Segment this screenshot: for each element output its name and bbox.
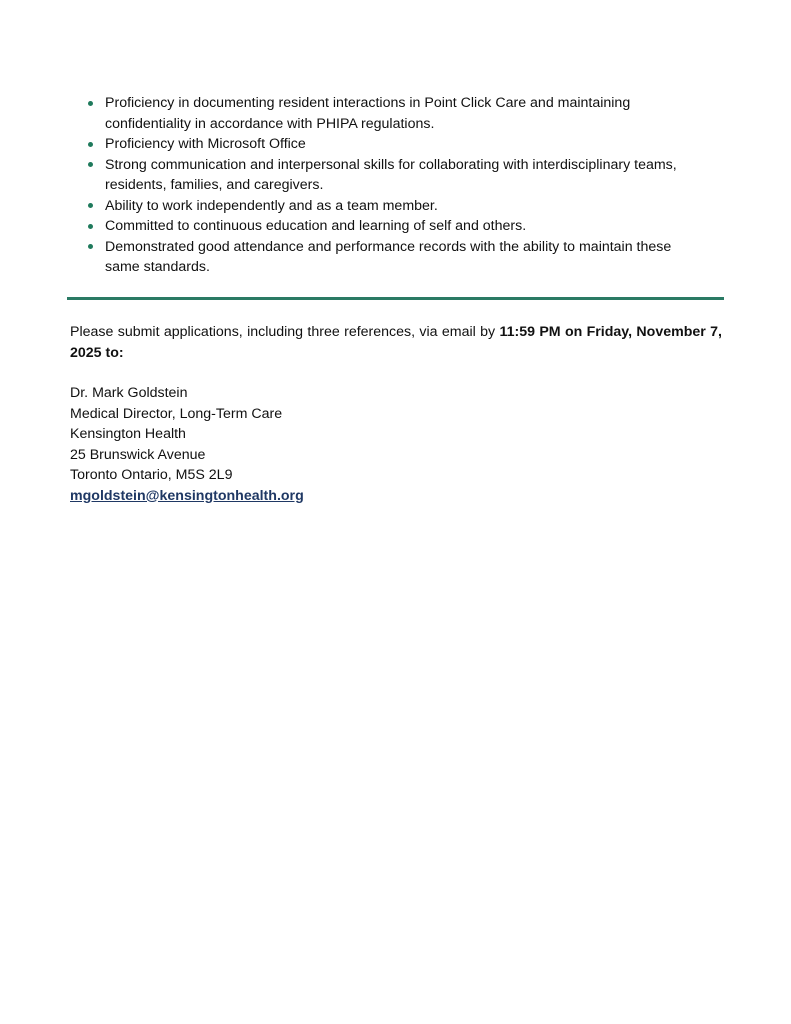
requirement-text: Strong communication and interpersonal skills for collaborating with interdisciplinary teams, residents, families, and caregivers. — [105, 156, 677, 193]
list-item — [88, 237, 708, 278]
section-divider — [67, 297, 724, 300]
bullet-icon — [88, 101, 93, 106]
contact-name: Dr. Mark Goldstein — [70, 385, 188, 401]
bullet-icon — [88, 224, 93, 229]
requirement-text: Proficiency with Microsoft Office — [105, 136, 306, 152]
requirements-list — [88, 93, 708, 278]
email-link[interactable]: mgoldstein@kensingtonhealth.org — [70, 487, 304, 504]
list-item — [88, 134, 708, 155]
requirement-text: Ability to work independently and as a team member. — [105, 197, 438, 214]
submission-paragraph — [70, 322, 722, 363]
bullet-icon — [88, 244, 93, 249]
requirement-text: Proficiency in documenting resident interactions in Point Click Care and maintaining confidentiality in accordance with PHIPA regulations. — [105, 95, 631, 132]
bullet-icon — [88, 203, 93, 208]
requirement-text: Committed to continuous education and learning of self and others. — [105, 218, 527, 234]
submission-text: Please submit applications, including three references, via email by — [70, 324, 500, 340]
bullet-icon — [88, 162, 93, 167]
list-item — [88, 216, 708, 237]
list-item — [88, 155, 708, 196]
contact-title: Medical Director, Long-Term Care — [70, 405, 283, 422]
list-item — [88, 93, 708, 134]
list-item — [88, 196, 708, 217]
contact-address — [70, 383, 304, 506]
bullet-icon — [88, 142, 93, 147]
contact-city: Toronto Ontario, M5S 2L9 — [70, 467, 233, 483]
submission-deadline: 11:59 PM on Friday, November 7, 2025 to: — [70, 324, 722, 361]
contact-organization: Kensington Health — [70, 426, 186, 442]
requirement-text: Demonstrated good attendance and performance records with the ability to maintain these same standards. — [105, 238, 672, 275]
contact-street: 25 Brunswick Avenue — [70, 446, 206, 463]
